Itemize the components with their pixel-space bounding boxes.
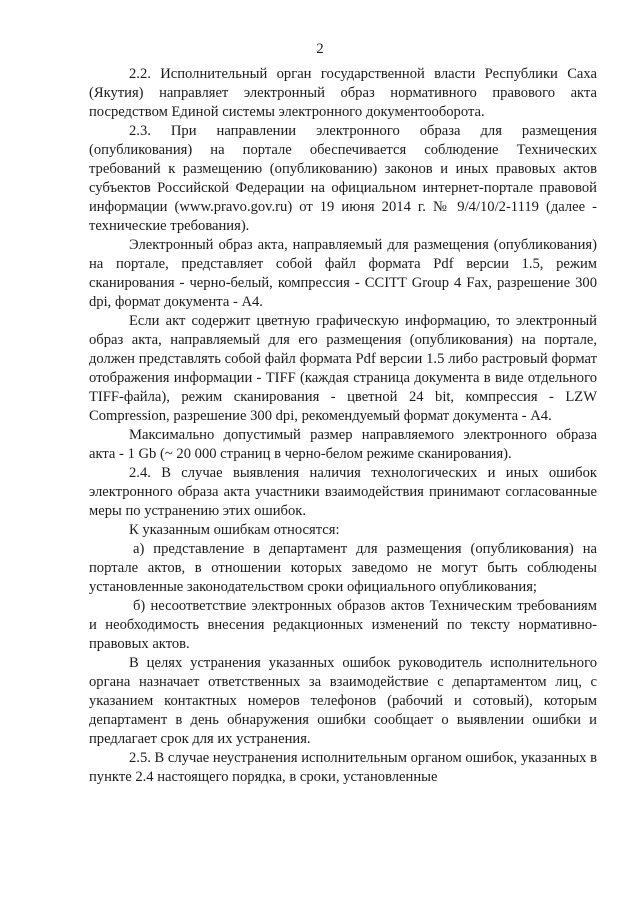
- paragraph-2-5: 2.5. В случае неустранения исполнительным органом ошибок, указанных в пункте 2.4 настоящего порядка, в сроки, установленные: [89, 750, 597, 785]
- paragraph-responsible-persons: В целях устранения указанных ошибок руководитель исполнительного органа назначает ответственных за взаимодействие с департаментом лиц, с указанием контактных номеров телефонов (рабочий и сотовый), которым департамент в день обнаружения ошибки сообщает о выявлении ошибки и предлагает срок для их устранения.: [89, 655, 597, 747]
- paragraph-2-4: 2.4. В случае выявления наличия технологических и иных ошибок электронного образа акта участники взаимодействия принимают согласованные меры по устранению этих ошибок.: [89, 465, 597, 519]
- paragraph-2-2: 2.2. Исполнительный орган государственной власти Республики Саха (Якутия) направляет электронный образ нормативного правового акта посредством Единой системы электронного документооборота.: [89, 66, 597, 120]
- list-item-a: а) представление в департамент для размещения (опубликования) на портале актов, в отношении которых заведомо не могут быть соблюдены установленные законодательством сроки официального опубликования;: [89, 541, 597, 595]
- document-body: [89, 65, 597, 787]
- paragraph-color-format: Если акт содержит цветную графическую информацию, то электронный образ акта, направляемый для его размещения (опубликования) на портале, должен представлять собой файл формата Pdf версии 1.5 либо растровый формат отображения информации - TIFF (каждая страница документа в виде отдельного TIFF-файла), режим сканирования - цветной 24 bit, компрессия - LZW Compression, разрешение 300 dpi, рекомендуемый формат документа - А4.: [89, 313, 597, 424]
- paragraph-max-size: Максимально допустимый размер направляемого электронного образа акта - 1 Gb (~ 20 000 страниц в черно-белом режиме сканирования).: [89, 427, 597, 462]
- list-item-b: б) несоответствие электронных образов актов Техническим требованиям и необходимость внесения редакционных изменений по тексту нормативно-правовых актов.: [89, 598, 597, 652]
- paragraph-pdf-format: Электронный образ акта, направляемый для размещения (опубликования) на портале, представляет собой файл формата Pdf версии 1.5, режим сканирования - черно-белый, компрессия - CCITT Group 4 Fax, разрешение 300 dpi, формат документа - А4.: [89, 237, 597, 310]
- paragraph-errors-intro: К указанным ошибкам относятся:: [129, 522, 340, 538]
- page-number: 2: [316, 41, 324, 57]
- paragraph-2-3: 2.3. При направлении электронного образа для размещения (опубликования) на портале обеспечивается соблюдение Технических требований к размещению (опубликованию) законов и иных правовых актов субъектов Российской Федерации на официальном интернет-портале правовой информации (www.pravo.gov.ru) от 19 июня 2014 г. № 9/4/10/2-1119 (далее - технические требования).: [89, 123, 597, 234]
